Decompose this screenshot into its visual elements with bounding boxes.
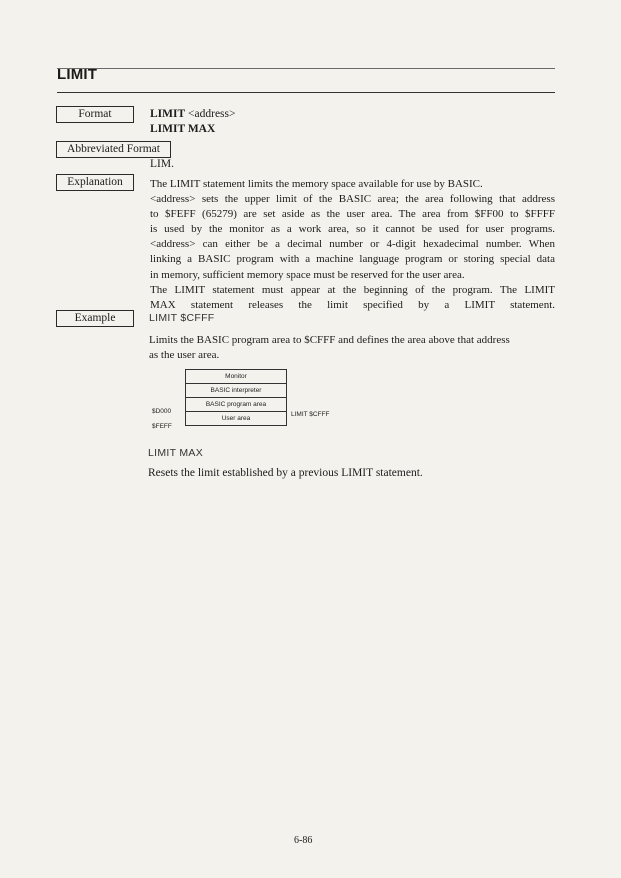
address-label-feff: $FEFF	[152, 423, 172, 430]
format-arg: <address>	[185, 108, 236, 120]
memory-region-basic-interpreter: BASIC interpreter	[186, 384, 286, 398]
example-code-1: LIMIT $CFFF	[149, 312, 215, 324]
memory-map-diagram	[185, 369, 287, 426]
explanation-line: <address> can either be a decimal number or 4-digit hexadecimal number. When	[150, 238, 555, 251]
example-code-2: LIMIT MAX	[148, 447, 204, 459]
explanation-line: in memory, sufficient memory space must be reserved for the user area.	[150, 268, 465, 281]
explanation-line: The LIMIT statement limits the memory space available for use by BASIC.	[150, 178, 483, 190]
example-description-1	[149, 333, 559, 362]
example-label-box: Example	[56, 310, 134, 327]
title-underline	[57, 92, 555, 93]
explanation-label-box: Explanation	[56, 174, 134, 191]
format-line-2: LIMIT MAX	[150, 123, 216, 135]
explanation-line: is used by the monitor as a work area, so it cannot be used for user programs.	[150, 223, 555, 236]
example-desc-line: as the user area.	[149, 348, 220, 361]
page-title: LIMIT	[57, 66, 98, 83]
format-keyword: LIMIT	[150, 108, 186, 120]
example-description-2: Resets the limit established by a previous LIMIT statement.	[148, 467, 423, 479]
format-line-1	[150, 108, 236, 120]
memory-region-basic-program: BASIC program area	[186, 398, 286, 412]
explanation-line: The LIMIT statement must appear at the beginning of the program. The LIMIT	[150, 283, 555, 296]
abbreviated-format-text: LIM.	[150, 158, 174, 170]
explanation-line: linking a BASIC program with a machine language program or storing special data	[150, 253, 555, 266]
limit-marker-label: LIMIT $CFFF	[291, 411, 330, 418]
top-rule	[57, 68, 555, 69]
explanation-line: MAX statement releases the limit specified by a LIMIT statement.	[150, 298, 555, 311]
memory-region-user-area: User area	[221, 415, 251, 422]
explanation-line: to $FEFF (65279) are set aside as the user area. The area from $FF00 to $FFFF	[150, 208, 555, 221]
format-label-box: Format	[56, 106, 134, 123]
example-desc-line: Limits the BASIC program area to $CFFF and defines the area above that address	[149, 334, 510, 346]
explanation-paragraph	[150, 177, 555, 313]
abbreviated-format-label-box: Abbreviated Format	[56, 141, 171, 158]
address-label-d000: $D000	[152, 408, 172, 415]
memory-region-monitor: Monitor	[186, 370, 286, 384]
page-number: 6-86	[294, 835, 313, 846]
explanation-line: <address> sets the upper limit of the BASIC area; the area following that address	[150, 193, 555, 206]
